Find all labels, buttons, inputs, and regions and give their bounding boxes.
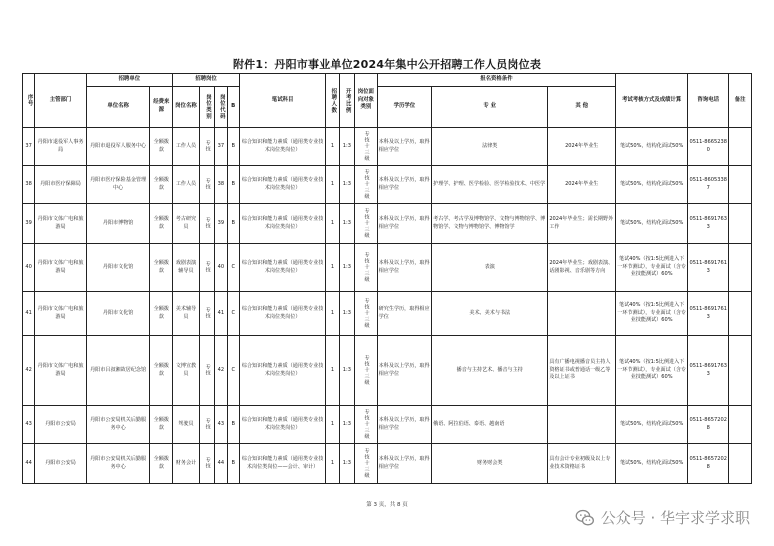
cell-target: 专技十三级	[355, 406, 378, 444]
cell-major: 播音与主持艺术、播音与主持	[432, 336, 548, 406]
cell-cat: B	[227, 166, 239, 204]
watermark-text: 公众号 · 华宇求学求职	[600, 509, 750, 527]
cell-post: 工作人员	[173, 128, 200, 166]
cell-funding: 全额拨款	[150, 204, 173, 244]
cell-count: 1	[326, 292, 339, 336]
cell-edu: 本科及以上学历，取得相应学位	[377, 406, 431, 444]
cell-exam: 综合知识和能力素质（通用类专业技术岗位类岗位）	[239, 204, 325, 244]
cell-exam: 综合知识和能力素质（通用类专业技术岗位类岗位——会计、审计）	[239, 444, 325, 484]
watermark	[575, 507, 750, 528]
cell-post: 考古研究员	[173, 204, 200, 244]
cell-phone: 0511-86917613	[688, 244, 729, 292]
cell-target: 专技十三级	[355, 128, 378, 166]
cell-target: 专技十三级	[355, 166, 378, 204]
header-phone: 咨询电话	[688, 74, 729, 128]
cell-dept: 丹阳市文体广电和旅游局	[35, 244, 86, 292]
cell-code: 44	[215, 444, 227, 484]
cell-target: 专技十三级	[355, 336, 378, 406]
cell-code: 42	[215, 336, 227, 406]
cell-edu: 本科及以上学历，取得相应学位	[377, 444, 431, 484]
cell-note	[729, 244, 752, 292]
page-title: 附件1：丹阳市事业单位2024年集中公开招聘工作人员岗位表	[232, 58, 542, 71]
table-row	[23, 166, 752, 204]
cell-other: 2024年毕业生；需长期野外工作	[548, 204, 616, 244]
cell-type: 专技	[199, 406, 214, 444]
header-method: 考试考核方式及成绩计算	[616, 74, 688, 128]
cell-unit: 丹阳市博物馆	[86, 204, 150, 244]
cell-method: 笔试50%，结构化面试50%	[616, 204, 688, 244]
cell-note	[729, 406, 752, 444]
cell-major: 法律类	[432, 128, 548, 166]
header-seq: 序号	[23, 74, 35, 128]
cell-count: 1	[326, 406, 339, 444]
cell-unit: 丹阳市吕叔湘故居纪念馆	[86, 336, 150, 406]
header-unit-name: 单位名称	[86, 87, 150, 128]
header-note: 备注	[729, 74, 752, 128]
header-post-name: 岗位名称	[173, 87, 200, 128]
cell-dept: 丹阳市公安局	[35, 444, 86, 484]
cell-cat: B	[227, 128, 239, 166]
cell-method: 笔试50%，结构化面试50%	[616, 128, 688, 166]
cell-dept: 丹阳市文体广电和旅游局	[35, 292, 86, 336]
cell-note	[729, 444, 752, 484]
cell-seq: 42	[23, 336, 35, 406]
cell-major: 财务财会类	[432, 444, 548, 484]
header-funding: 经费来源	[150, 87, 173, 128]
cell-phone: 0511-86652380	[688, 128, 729, 166]
cell-funding: 全额拨款	[150, 244, 173, 292]
cell-ratio: 1:3	[339, 336, 354, 406]
cell-note	[729, 128, 752, 166]
table-row	[23, 204, 752, 244]
cell-code: 39	[215, 204, 227, 244]
cell-edu: 本科及以上学历，取得相应学位	[377, 244, 431, 292]
cell-seq: 37	[23, 128, 35, 166]
cell-edu: 本科及以上学历，取得相应学位	[377, 336, 431, 406]
cell-count: 1	[326, 336, 339, 406]
cell-phone: 0511-86572028	[688, 444, 729, 484]
cell-other: 2024年毕业生	[548, 166, 616, 204]
cell-seq: 41	[23, 292, 35, 336]
cell-seq: 43	[23, 406, 35, 444]
cell-unit: 丹阳市公安局机关后勤服务中心	[86, 444, 150, 484]
cell-major: 护理学、护理、医学检验、医学检验技术、中医学	[432, 166, 548, 204]
cell-method: 笔试50%，结构化面试50%	[616, 406, 688, 444]
cell-target: 专技十三级	[355, 244, 378, 292]
header-edu: 学历学位	[377, 87, 431, 128]
cell-other: 具有广播电视播音员主持人资格证书或普通话一级乙等及以上证书	[548, 336, 616, 406]
cell-ratio: 1:3	[339, 128, 354, 166]
cell-note	[729, 166, 752, 204]
cell-code: 40	[215, 244, 227, 292]
cell-major: 俄语、阿拉伯语、泰语、越南语	[432, 406, 548, 444]
cell-method: 笔试50%，结构化面试50%	[616, 166, 688, 204]
header-count: 招聘人数	[326, 74, 339, 128]
cell-target: 专技十三级	[355, 444, 378, 484]
cell-phone: 0511-86917613	[688, 292, 729, 336]
cell-funding: 全额拨款	[150, 128, 173, 166]
header-dept: 主管部门	[35, 74, 86, 128]
cell-target: 专技十三级	[355, 292, 378, 336]
cell-funding: 全额拨款	[150, 444, 173, 484]
cell-unit: 丹阳市退役军人服务中心	[86, 128, 150, 166]
cell-ratio: 1:3	[339, 406, 354, 444]
cell-seq: 44	[23, 444, 35, 484]
cell-type: 专技	[199, 204, 214, 244]
header-ratio: 开考比例	[339, 74, 354, 128]
table-row	[23, 128, 752, 166]
header-other: 其 他	[548, 87, 616, 128]
cell-ratio: 1:3	[339, 292, 354, 336]
cell-post: 财务会计	[173, 444, 200, 484]
position-table	[22, 73, 752, 484]
wechat-icon	[575, 508, 595, 528]
cell-exam: 综合知识和能力素质（通用类专业技术岗位类岗位）	[239, 292, 325, 336]
cell-unit: 丹阳市文化馆	[86, 292, 150, 336]
header-exam: 笔试科目	[239, 74, 325, 128]
table-row	[23, 244, 752, 292]
cell-unit: 丹阳市文化馆	[86, 244, 150, 292]
cell-unit: 丹阳市公安局机关后勤服务中心	[86, 406, 150, 444]
cell-edu: 本科及以上学历，取得相应学位	[377, 204, 431, 244]
table-row	[23, 292, 752, 336]
header-cond-group: 报名资格条件	[377, 74, 616, 87]
header-major: 专 业	[432, 87, 548, 128]
cell-note	[729, 292, 752, 336]
table-row	[23, 444, 752, 484]
cell-phone: 0511-86572028	[688, 406, 729, 444]
cell-cat: B	[227, 406, 239, 444]
cell-count: 1	[326, 244, 339, 292]
cell-post: 工作人员	[173, 166, 200, 204]
cell-count: 1	[326, 444, 339, 484]
cell-type: 专技	[199, 244, 214, 292]
cell-dept: 丹阳市公安局	[35, 406, 86, 444]
cell-cat: C	[227, 244, 239, 292]
cell-exam: 综合知识和能力素质（通用类专业技术岗位类岗位）	[239, 166, 325, 204]
cell-code: 41	[215, 292, 227, 336]
cell-other: 2024年毕业生；戏剧表演、话剧影视、音乐剧等方向	[548, 244, 616, 292]
cell-unit: 丹阳市医疗保险基金管理中心	[86, 166, 150, 204]
page-footer: 第 3 页，共 8 页	[366, 502, 408, 508]
cell-seq: 39	[23, 204, 35, 244]
cell-ratio: 1:3	[339, 204, 354, 244]
cell-exam: 综合知识和能力素质（通用类专业技术岗位类岗位）	[239, 128, 325, 166]
cell-type: 专技	[199, 128, 214, 166]
header-post-group: 招聘岗位	[173, 74, 240, 87]
cell-cat: C	[227, 292, 239, 336]
cell-count: 1	[326, 128, 339, 166]
cell-other	[548, 292, 616, 336]
cell-dept: 丹阳市医疗保障局	[35, 166, 86, 204]
cell-funding: 全额拨款	[150, 166, 173, 204]
cell-method: 笔试40%（按1:5比例进入下一环节测试），专业面试（含专业技能测试）60%	[616, 336, 688, 406]
cell-ratio: 1:3	[339, 244, 354, 292]
cell-dept: 丹阳市文体广电和旅游局	[35, 204, 86, 244]
cell-major: 美术、美术与书法	[432, 292, 548, 336]
cell-cat: B	[227, 204, 239, 244]
cell-note	[729, 336, 752, 406]
cell-dept: 丹阳市退役军人事务局	[35, 128, 86, 166]
cell-funding: 全额拨款	[150, 292, 173, 336]
cell-ratio: 1:3	[339, 444, 354, 484]
cell-cat: B	[227, 444, 239, 484]
cell-note	[729, 204, 752, 244]
cell-type: 专技	[199, 292, 214, 336]
cell-method: 笔试40%（按1:5比例进入下一环节测试），专业面试（含专业技能测试）60%	[616, 292, 688, 336]
cell-edu: 本科及以上学历，取得相应学位	[377, 166, 431, 204]
cell-exam: 综合知识和能力素质（通用类专业技术岗位类岗位）	[239, 244, 325, 292]
cell-post: 驾驶员	[173, 406, 200, 444]
cell-edu: 研究生学历，取得相应学位	[377, 292, 431, 336]
cell-type: 专技	[199, 444, 214, 484]
cell-phone: 0511-86053387	[688, 166, 729, 204]
cell-other: 具有会计专业初级及以上专业技术资格证书	[548, 444, 616, 484]
cell-post: 文博宣教员	[173, 336, 200, 406]
cell-seq: 40	[23, 244, 35, 292]
cell-type: 专技	[199, 166, 214, 204]
cell-count: 1	[326, 166, 339, 204]
cell-code: 37	[215, 128, 227, 166]
cell-other: 2024年毕业生	[548, 128, 616, 166]
cell-code: 43	[215, 406, 227, 444]
cell-phone: 0511-86917633	[688, 336, 729, 406]
cell-method: 笔试50%，结构化面试50%	[616, 444, 688, 484]
header-category: B	[227, 87, 239, 128]
cell-seq: 38	[23, 166, 35, 204]
cell-cat: C	[227, 336, 239, 406]
cell-post: 美术辅导员	[173, 292, 200, 336]
cell-exam: 综合知识和能力素质（通用类专业技术岗位类岗位）	[239, 336, 325, 406]
header-post-type: 岗位类别	[199, 87, 214, 128]
cell-funding: 全额拨款	[150, 336, 173, 406]
cell-major: 考古学、考古学及博物馆学、文物与博物馆学、博物馆学、文物与博物馆学、博物馆学	[432, 204, 548, 244]
cell-code: 38	[215, 166, 227, 204]
table-row	[23, 406, 752, 444]
cell-type: 专技	[199, 336, 214, 406]
cell-funding: 全额拨款	[150, 406, 173, 444]
cell-method: 笔试40%（按1:5比例进入下一环节测试），专业面试（含专业技能测试）60%	[616, 244, 688, 292]
header-target: 岗位面向对象类别	[355, 74, 378, 128]
cell-other	[548, 406, 616, 444]
cell-dept: 丹阳市文体广电和旅游局	[35, 336, 86, 406]
cell-edu: 本科及以上学历，取得相应学位	[377, 128, 431, 166]
cell-target: 专技十三级	[355, 204, 378, 244]
table-row	[23, 336, 752, 406]
cell-post: 戏剧表演辅导员	[173, 244, 200, 292]
cell-exam: 综合知识和能力素质（通用类专业技术岗位类岗位）	[239, 406, 325, 444]
header-unit-group: 招聘单位	[86, 74, 172, 87]
cell-phone: 0511-86917633	[688, 204, 729, 244]
cell-count: 1	[326, 204, 339, 244]
cell-ratio: 1:3	[339, 166, 354, 204]
cell-major: 表演	[432, 244, 548, 292]
header-post-code: 岗位代码	[215, 87, 227, 128]
